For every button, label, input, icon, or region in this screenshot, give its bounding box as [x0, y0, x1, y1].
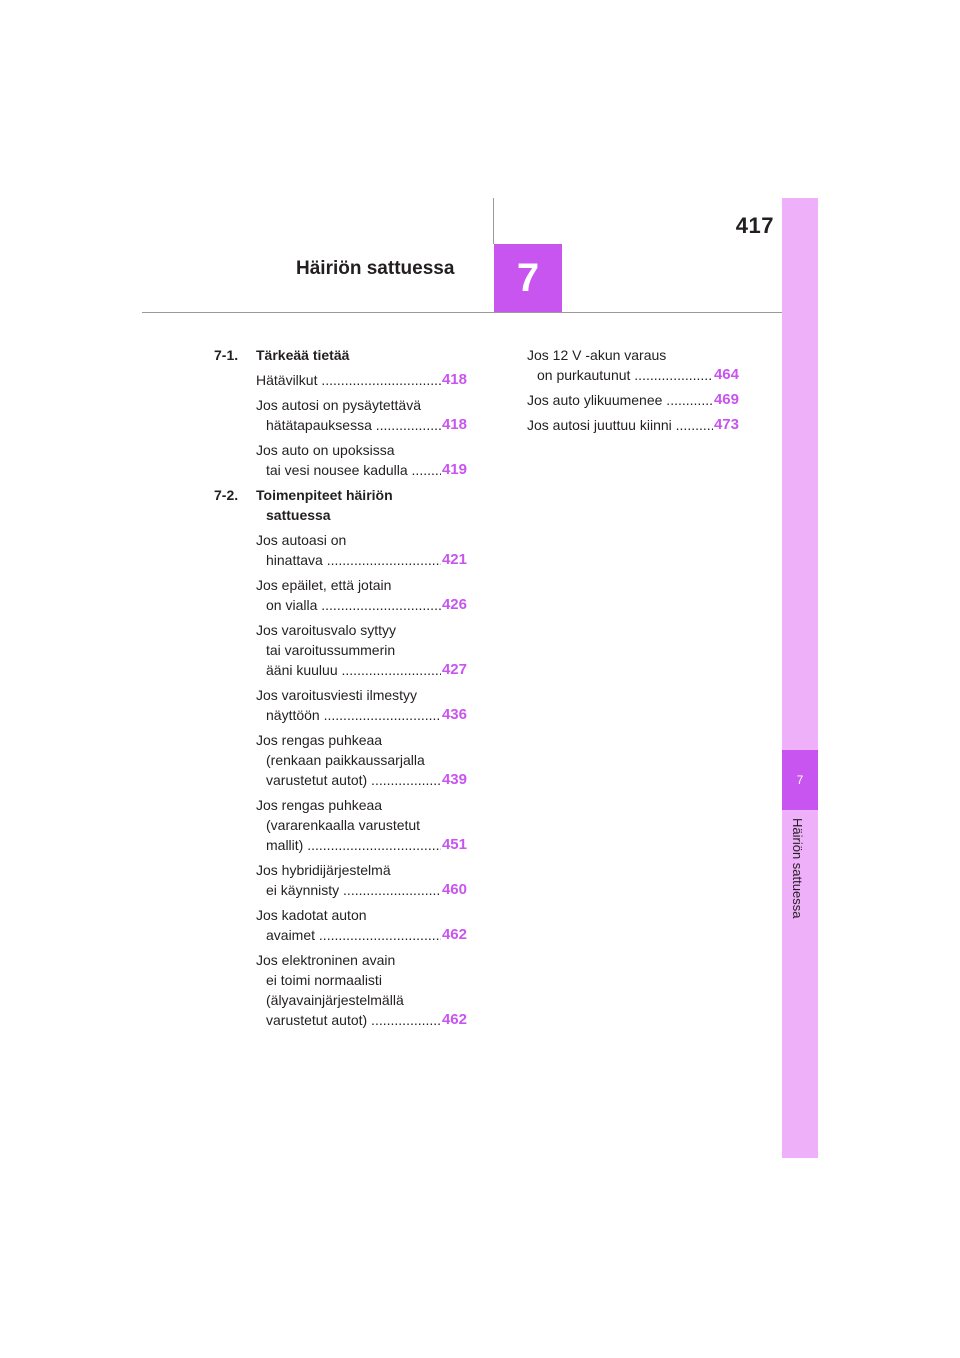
toc-section-heading [214, 345, 467, 365]
toc-entry-line: avaimet ..... [256, 925, 441, 945]
toc-entry-title [256, 795, 441, 855]
toc-entry[interactable] [256, 575, 467, 615]
toc-entry[interactable] [256, 730, 467, 790]
side-tab-number-text: 7 [796, 773, 804, 787]
toc-entry[interactable] [256, 905, 467, 945]
toc-entry-line: tai varoitussummerin [266, 642, 396, 658]
toc-entry[interactable] [256, 860, 467, 900]
toc-section-title [256, 345, 349, 365]
toc-left-column [214, 345, 467, 1035]
toc-entry-line: (renkaan paikkaussarjalla [266, 752, 425, 768]
toc-entry-line: ei käynnisty ..... [256, 880, 441, 900]
side-tab-number[interactable] [782, 750, 818, 810]
toc-entry-line: varustetut autot) ..... [256, 1010, 441, 1030]
toc-entry-line: Jos varoitusvalo syttyy [256, 622, 397, 638]
toc-entry[interactable] [256, 950, 467, 1030]
toc-entry-line: Jos rengas puhkeaa [256, 797, 383, 813]
toc-entry-page-link[interactable]: 418 [441, 416, 467, 433]
toc-entry-title [256, 905, 441, 945]
toc-entry-line: Hätävilkut ..... [256, 370, 441, 390]
side-tab-label[interactable]: Häiriön sattuessa [790, 818, 805, 919]
toc-entry-page-link[interactable]: 451 [441, 836, 467, 853]
toc-entry-line: näyttöön ..... [256, 705, 441, 725]
toc-entry-line: (vararenkaalla varustetut [266, 817, 421, 833]
toc-entry-page-link[interactable]: 421 [441, 551, 467, 568]
header-divider-horizontal [142, 312, 782, 313]
toc-entry-line: Jos autosi juuttuu kiinni ..... [527, 415, 713, 435]
toc-section-title [256, 485, 393, 525]
toc-entry-page-link[interactable]: 462 [441, 926, 467, 943]
toc-entry[interactable] [256, 530, 467, 570]
chapter-number: 7 [516, 256, 540, 300]
toc-entry-title [256, 685, 441, 725]
toc-entry-line: Jos kadotat auton [256, 907, 367, 923]
toc-entry-line: Jos varoitusviesti ilmestyy [256, 687, 418, 703]
toc-entry-title [256, 395, 441, 435]
toc-entry-line: on purkautunut ..... [527, 365, 713, 385]
toc-entry-line: hinattava ..... [256, 550, 441, 570]
toc-entry-line: Jos epäilet, että jotain [256, 577, 392, 593]
toc-entry[interactable] [256, 440, 467, 480]
header-divider-vertical [493, 198, 494, 244]
toc-entry-title [256, 730, 441, 790]
toc-entry-line: ääni kuuluu ..... [256, 660, 441, 680]
chapter-number-box [494, 244, 562, 313]
toc-entry-page-link[interactable]: 418 [441, 371, 467, 388]
toc-entry-line: Jos 12 V -akun varaus [527, 347, 667, 363]
toc-right-column [527, 345, 739, 440]
toc-entry-page-link[interactable]: 426 [441, 596, 467, 613]
toc-entry[interactable] [527, 390, 739, 410]
toc-entry-line: Jos autosi on pysäytettävä [256, 397, 421, 413]
toc-entry-line: Jos autoasi on [256, 532, 347, 548]
toc-entry[interactable] [256, 395, 467, 435]
toc-entry-line: Jos auto on upoksissa [256, 442, 395, 458]
toc-entry-title [527, 415, 713, 435]
toc-entry-title [527, 390, 713, 410]
toc-entry-page-link[interactable]: 464 [713, 366, 739, 383]
toc-entry-line: on vialla ..... [256, 595, 441, 615]
toc-entry-title [256, 950, 441, 1030]
toc-section-heading [214, 485, 467, 525]
toc-entry-title [256, 530, 441, 570]
toc-entry[interactable] [527, 415, 739, 435]
toc-entry-title [256, 620, 441, 680]
toc-entry-line: Jos rengas puhkeaa [256, 732, 383, 748]
side-tab [782, 198, 818, 1158]
toc-entry-line: Jos hybridijärjestelmä [256, 862, 391, 878]
toc-entry-page-link[interactable]: 427 [441, 661, 467, 678]
toc-entry-page-link[interactable]: 439 [441, 771, 467, 788]
toc-entry-line: mallit) ..... [256, 835, 441, 855]
toc-entry-page-link[interactable]: 419 [441, 461, 467, 478]
toc-entry-line: Jos elektroninen avain [256, 952, 396, 968]
toc-section-number: 7-1. [214, 347, 239, 363]
toc-entry-line: hätätapauksessa ..... [256, 415, 441, 435]
toc-section-title-line: Tärkeää tietää [256, 347, 350, 363]
toc-entry[interactable] [527, 345, 739, 385]
toc-section-title-line: sattuessa [266, 507, 331, 523]
toc-entry-title [256, 575, 441, 615]
toc-entry-line: varustetut autot) ..... [256, 770, 441, 790]
toc-entry[interactable] [256, 795, 467, 855]
page-number: 417 [735, 213, 774, 238]
toc-entry[interactable] [256, 370, 467, 390]
toc-entry[interactable] [256, 685, 467, 725]
chapter-title: Häiriön sattuessa [296, 258, 455, 279]
toc-entry-title [256, 860, 441, 900]
toc-entry-line: Jos auto ylikuumenee ..... [527, 390, 713, 410]
toc-entry-page-link[interactable]: 469 [713, 391, 739, 408]
toc-entry-line: (älyavainjärjestelmällä [266, 992, 404, 1008]
toc-entry-line: tai vesi nousee kadulla ..... [256, 460, 441, 480]
toc-entry-page-link[interactable]: 436 [441, 706, 467, 723]
toc-section-title-line: Toimenpiteet häiriön [256, 487, 393, 503]
toc-section-number: 7-2. [214, 487, 239, 503]
toc-entry-page-link[interactable]: 462 [441, 1011, 467, 1028]
toc-entry-page-link[interactable]: 460 [441, 881, 467, 898]
toc-entry-title [256, 440, 441, 480]
toc-entry-title [527, 345, 713, 385]
toc-entry[interactable] [256, 620, 467, 680]
toc-entry-title [256, 370, 441, 390]
toc-entry-line: ei toimi normaalisti [266, 972, 382, 988]
toc-entry-page-link[interactable]: 473 [713, 416, 739, 433]
